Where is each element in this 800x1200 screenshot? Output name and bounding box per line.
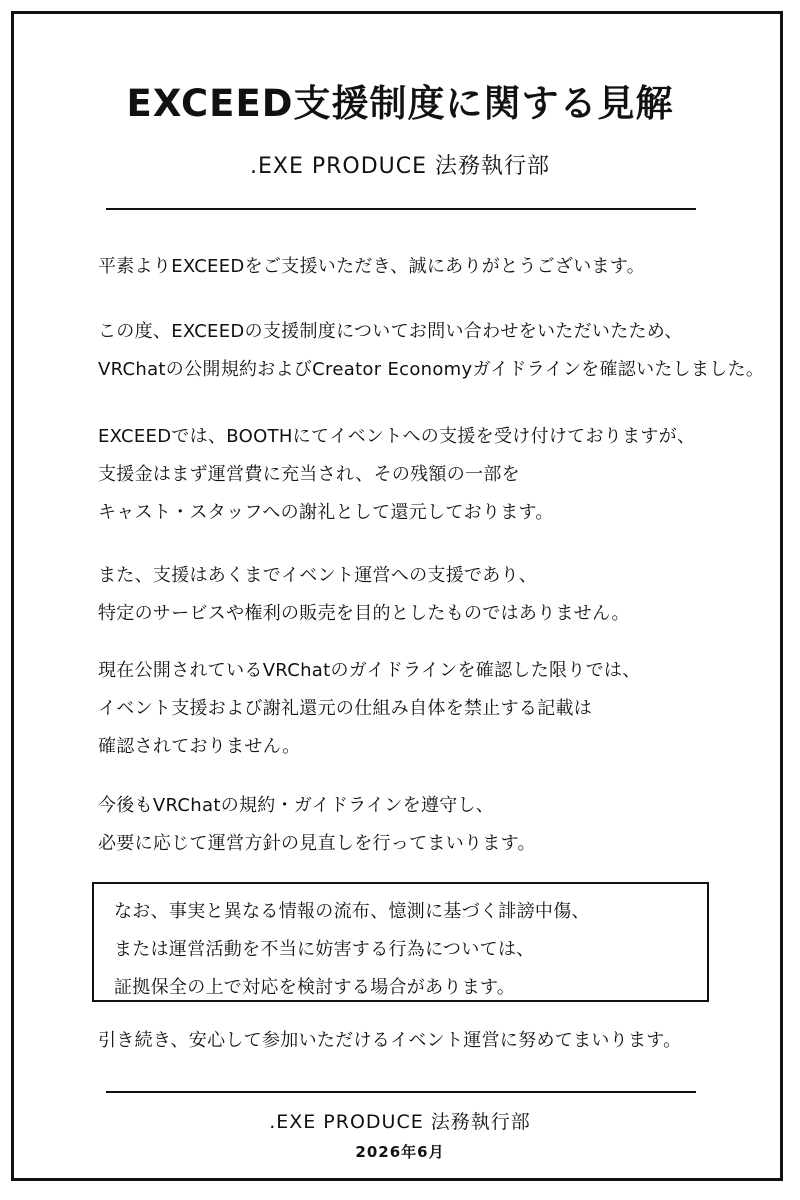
paragraph-line: この度、EXCEEDの支援制度についてお問い合わせをいただいたため、 — [98, 321, 683, 342]
paragraph-line: VRChatの公開規約およびCreator Economyガイドラインを確認いたしました。 — [98, 359, 765, 380]
paragraph-line: 必要に応じて運営方針の見直しを行ってまいります。 — [98, 833, 536, 854]
paragraph-inquiry — [98, 313, 765, 389]
footer-date: 2026年6月 — [355, 1143, 445, 1161]
paragraph-line: 支援金はまず運営費に充当され、その残額の一部を — [98, 464, 520, 485]
paragraph-line: EXCEEDでは、BOOTHにてイベントへの支援を受け付けておりますが、 — [98, 426, 696, 447]
paragraph-support-system — [98, 418, 738, 532]
paragraph-purpose — [98, 557, 738, 633]
notice-line: なお、事実と異なる情報の流布、憶測に基づく誹謗中傷、 — [114, 901, 590, 922]
paragraph-line: 現在公開されているVRChatのガイドラインを確認した限りでは、 — [98, 660, 641, 681]
notice-line: 証拠保全の上で対応を検討する場合があります。 — [114, 977, 516, 998]
notice-box — [92, 882, 709, 1002]
paragraph-guidelines — [98, 652, 738, 766]
paragraph-greeting — [98, 248, 738, 286]
paragraph-line: 特定のサービスや権利の販売を目的としたものではありません。 — [98, 603, 630, 624]
paragraph-line: 今後もVRChatの規約・ガイドラインを遵守し、 — [98, 795, 495, 816]
notice-text — [114, 893, 754, 1007]
paragraph-line: 引き続き、安心して参加いただけるイベント運営に努めてまいります。 — [98, 1030, 682, 1051]
footer-divider — [106, 1091, 696, 1093]
paragraph-line: また、支援はあくまでイベント運営への支援であり、 — [98, 565, 538, 586]
paragraph-line: キャスト・スタッフへの謝礼として還元しております。 — [98, 502, 554, 523]
footer-issuer: .EXE PRODUCE 法務執行部 — [269, 1111, 531, 1133]
paragraph-line: 確認されておりません。 — [98, 736, 301, 757]
notice-line: または運営活動を不当に妨害する行為については、 — [114, 939, 535, 960]
paragraph-compliance — [98, 787, 738, 863]
paragraph-line: イベント支援および謝礼還元の仕組み自体を禁止する記載は — [98, 698, 593, 719]
paragraph-closing — [98, 1022, 738, 1060]
issuer-heading: .EXE PRODUCE 法務執行部 — [249, 154, 551, 179]
paragraph-line: 平素よりEXCEEDをご支援いただき、誠にありがとうございます。 — [98, 256, 646, 277]
header-divider — [106, 208, 696, 210]
document-title: EXCEED支援制度に関する見解 — [126, 82, 674, 125]
